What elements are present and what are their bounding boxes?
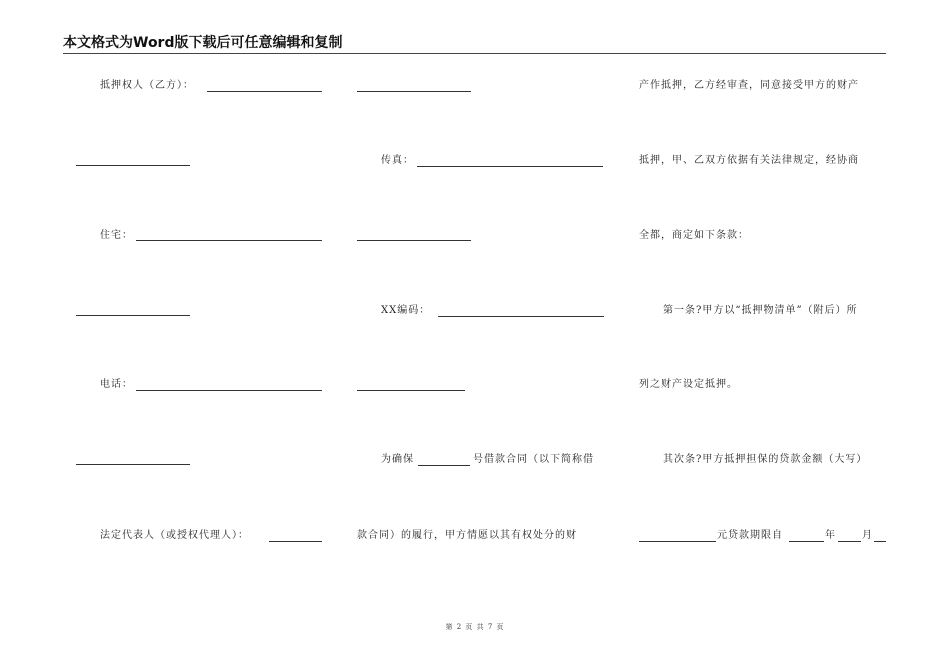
amount-blank — [639, 541, 716, 542]
phone-label: 电话： — [100, 379, 133, 390]
month-blank — [838, 541, 861, 542]
month-label: 月 — [862, 530, 873, 541]
residence-blank — [136, 240, 322, 241]
fax-blank — [417, 166, 603, 167]
loan-contract-text: 号借款合同（以下简称借 — [473, 454, 594, 465]
mortgagee-label: 抵押权人（乙方）： — [100, 80, 194, 91]
fax-label: 传真： — [381, 155, 414, 166]
article-one: 第一条?甲方以“抵押物清单”（附后）所 — [663, 305, 858, 316]
blank-line — [76, 464, 190, 465]
blank-line — [357, 390, 465, 391]
contract-text: 列之财产设定抵押。 — [639, 379, 738, 390]
year-blank — [789, 541, 824, 542]
postcode-blank — [438, 316, 604, 317]
contract-text: 抵押，甲、乙双方依据有关法律规定，经协商 — [639, 155, 859, 166]
loan-term-text: 元贷款期限自 — [717, 530, 783, 541]
loan-contract-text: 款合同）的履行，甲方情愿以其有权处分的财 — [357, 530, 577, 541]
phone-blank — [136, 390, 322, 391]
blank-line — [357, 91, 471, 92]
contract-number-blank — [418, 465, 470, 466]
contract-text: 全都，商定如下条款： — [639, 230, 749, 241]
blank-line — [76, 165, 190, 166]
blank-line — [357, 240, 471, 241]
residence-label: 住宅： — [100, 230, 133, 241]
postcode-label: XX编码： — [381, 305, 431, 316]
year-label: 年 — [825, 530, 836, 541]
blank-line — [76, 315, 190, 316]
loan-contract-text: 为确保 — [381, 454, 414, 465]
article-two: 其次条?甲方抵押担保的贷款金额（大写） — [663, 454, 868, 465]
legal-rep-label: 法定代表人（或授权代理人）： — [100, 530, 249, 541]
contract-text: 产作抵押，乙方经审查，同意接受甲方的财产 — [639, 80, 859, 91]
page-footer: 第 2 页 共 7 页 — [445, 623, 505, 631]
legal-rep-blank — [269, 541, 322, 542]
header-title: 本文格式为Word版下载后可任意编辑和复制 — [63, 35, 343, 51]
page-header — [63, 35, 886, 54]
day-blank — [874, 541, 886, 542]
mortgagee-blank — [207, 91, 322, 92]
